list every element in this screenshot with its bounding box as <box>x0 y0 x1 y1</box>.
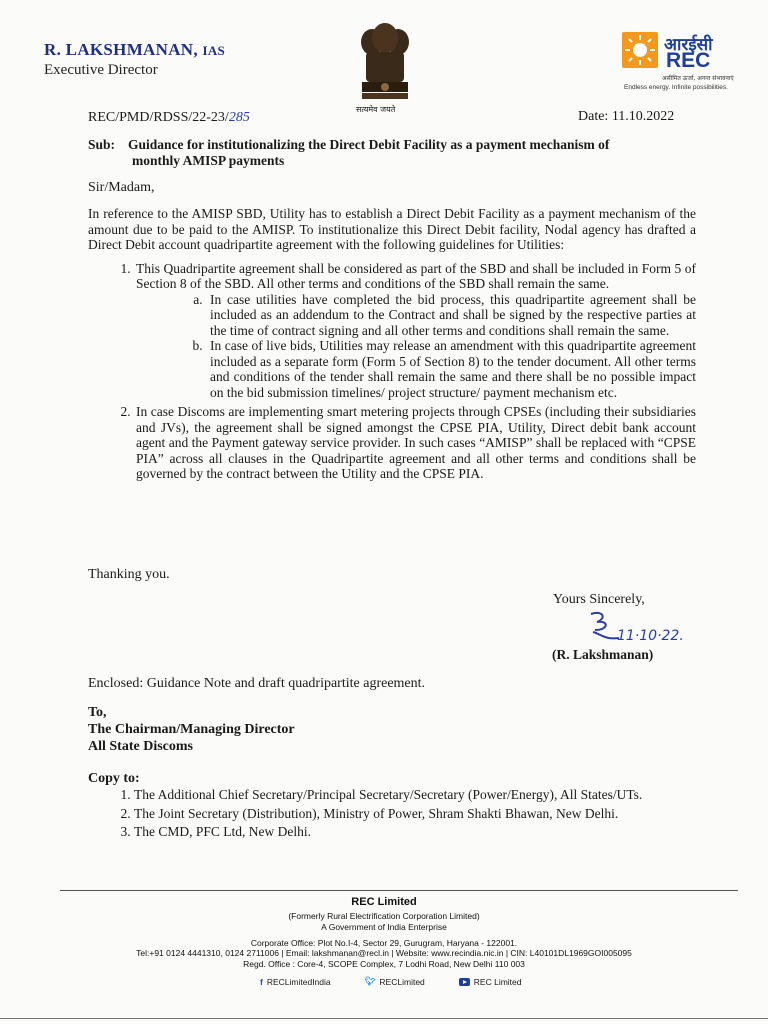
logo-tag-english: Endless energy. Infinite possibilities. <box>624 84 728 91</box>
guideline-sublist <box>136 292 696 401</box>
thanks: Thanking you. <box>88 567 170 582</box>
footer-social <box>260 976 522 987</box>
youtube-icon <box>459 978 470 986</box>
logo-english: REC <box>666 49 711 72</box>
facebook-handle: RECLimitedIndia <box>266 976 331 987</box>
recipient <box>88 704 295 755</box>
subject <box>88 137 708 169</box>
sender-role: Executive Director <box>44 62 158 78</box>
ref-handwritten-number: 285 <box>228 110 250 125</box>
youtube-link[interactable] <box>459 976 522 987</box>
subject-line-2: monthly AMISP payments <box>132 153 285 168</box>
salutation: Sir/Madam, <box>88 180 155 195</box>
copy-item: 1. The Additional Chief Secretary/Principal Secretary/Secretary (Power/Energy), All States/UTs. <box>134 787 742 803</box>
letter-date: Date: 11.10.2022 <box>578 109 675 124</box>
copy-item: 3. The CMD, PFC Ltd, New Delhi. <box>134 824 742 840</box>
logo-tag-hindi: असीमित ऊर्जा, अनन्त संभावनाएं <box>662 75 734 82</box>
to-line-2: All State Discoms <box>88 739 193 754</box>
footer-divider <box>60 890 738 891</box>
letter-body <box>88 206 696 486</box>
to-label: To, <box>88 705 107 720</box>
signature-date: 11·10·22. <box>617 628 684 644</box>
rec-logo <box>622 32 738 96</box>
facebook-link[interactable] <box>260 976 331 987</box>
intro-paragraph: In reference to the AMISP SBD, Utility has to establish a Direct Debit Facility as a payment mechanism of the amount due to be paid to the AMISP. To institutionalize this Direct Debit facility, Nodal agency has drafted a Direct Debit account quadripartite agreement with the following guidelines for Utilities: <box>88 206 696 252</box>
enclosure: Enclosed: Guidance Note and draft quadripartite agreement. <box>88 676 426 691</box>
footer-govt: A Government of India Enterprise <box>321 922 447 932</box>
national-emblem-icon <box>350 20 420 120</box>
ref-prefix: REC/PMD/RDSS/22-23/ <box>88 110 229 125</box>
facebook-icon: f <box>260 976 263 987</box>
closing: Yours Sincerely, <box>553 592 645 607</box>
guideline-list <box>88 261 696 482</box>
youtube-handle: REC Limited <box>473 976 522 987</box>
sun-icon <box>622 32 658 68</box>
reference-number <box>88 110 250 126</box>
sender-name-text: R. LAKSHMANAN, <box>44 40 198 59</box>
subject-line-1: Guidance for institutionalizing the Direct Debit Facility as a payment mechanism of <box>128 137 610 152</box>
guideline-text: This Quadripartite agreement shall be considered as part of the SBD and shall be included in Form 5 of Section 8 of the SBD. All other terms and conditions of the SBD shall remain the same. <box>136 260 696 291</box>
footer-regd-office: Regd. Office : Core-4, SCOPE Complex, 7 Lodhi Road, New Delhi 110 003 <box>243 959 525 969</box>
logo-hindi: आरईसी <box>664 35 713 55</box>
guideline-subitem: a. In case utilities have completed the bid process, this quadripartite agreement shall be included as an addendum to the Contract and shall be signed by the respective parties at the time of contract signing and all other terms and conditions shall remain the same. <box>206 292 696 339</box>
guideline-item <box>134 261 696 401</box>
twitter-handle: RECLimited <box>379 976 425 987</box>
copy-to-list <box>88 787 742 843</box>
subject-label: Sub: <box>88 137 116 152</box>
copy-item: 2. The Joint Secretary (Distribution), Ministry of Power, Shram Shakti Bhawan, New Delhi. <box>134 806 742 822</box>
twitter-link[interactable] <box>365 976 425 987</box>
footer-formerly: (Formerly Rural Electrification Corporation Limited) <box>288 911 480 921</box>
emblem-motto: सत्यमेव जयते <box>356 105 396 114</box>
copy-to-label: Copy to: <box>88 771 140 786</box>
to-line-1: The Chairman/Managing Director <box>88 722 295 737</box>
sender-name <box>44 40 225 60</box>
twitter-icon: 🐦︎ <box>364 976 376 986</box>
signature <box>585 610 685 650</box>
sender-ias: IAS <box>202 43 226 58</box>
signatory: (R. Lakshmanan) <box>552 647 654 662</box>
bottom-edge-line <box>0 1018 768 1019</box>
footer-company: REC Limited <box>351 896 417 908</box>
guideline-item: 2. In case Discoms are implementing smart metering projects through CPSEs (including their subsidiaries and JVs), the agreement shall be signed amongst the CPSE PIA, Utility, Direct debit bank account agent and the Payment gateway service provider. In such cases “AMISP” shall be replaced with “CPSE PIA” across all clauses in the Quadripartite agreement and all other terms and conditions shall be governed by the contract between the Utility and the CPSE PIA. <box>134 404 696 482</box>
footer-contact: Tel:+91 0124 4441310, 0124 2711006 | Email: lakshmanan@recl.in | Website: www.recindia.nic.in | CIN: L40101DL1969GOI005095 <box>136 948 632 958</box>
footer-corp-office: Corporate Office: Plot No.I-4, Sector 29, Gurugram, Haryana - 122001. <box>250 938 518 948</box>
guideline-subitem: b. In case of live bids, Utilities may release an amendment with this quadripartite agreement included as a separate form (Form 5 of Section 8) to the tender document. All other terms and conditions of the tender shall remain the same and there shall be no possible impact on the bid submission timelines/ project structure/ payment mechanism etc. <box>206 338 696 400</box>
